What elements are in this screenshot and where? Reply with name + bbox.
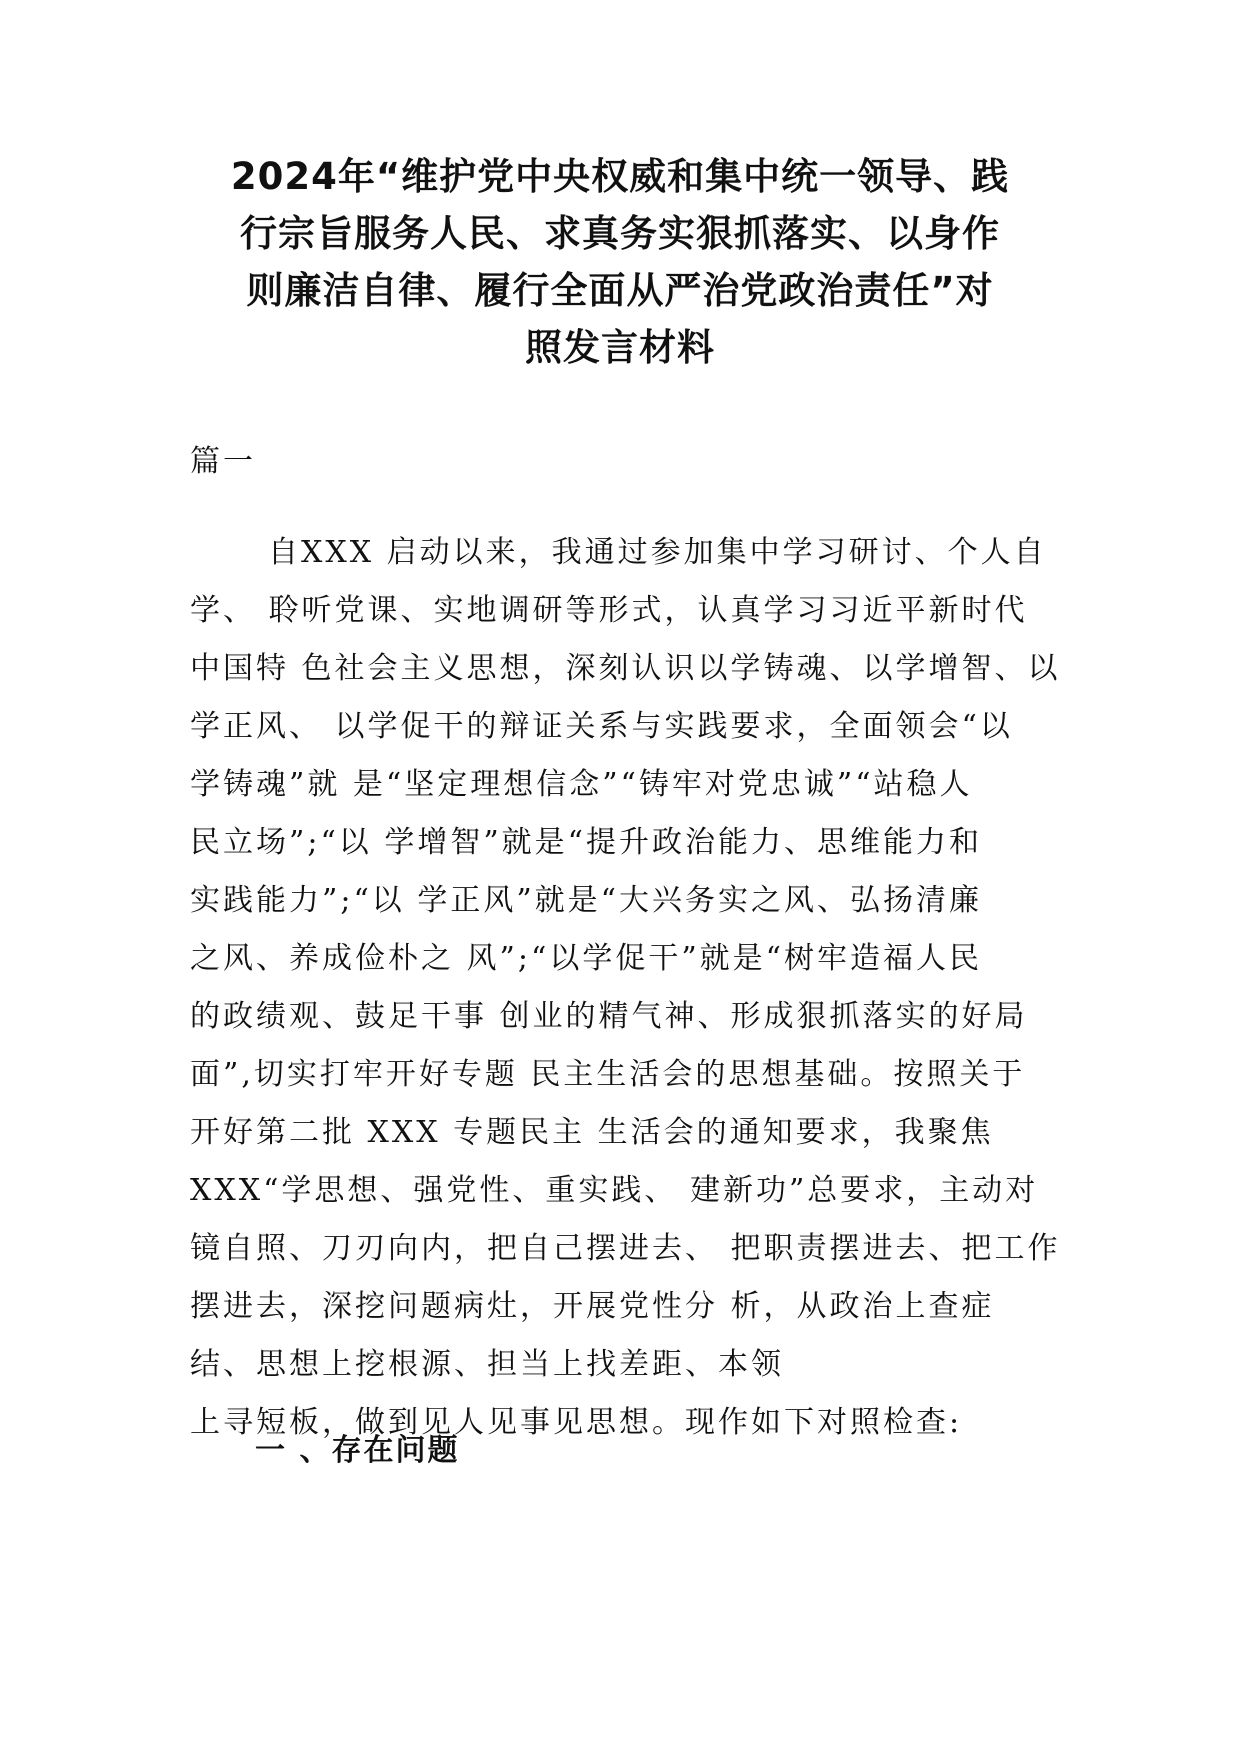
paragraph-line: 上寻短板，做到见人见事见思想。现作如下对照检查: xyxy=(190,1405,963,1440)
section-label: 篇一 xyxy=(190,444,256,479)
paragraph-line: XXX“学思想、强党性、重实践、 建新功”总要求，主动对 xyxy=(190,1173,1039,1208)
paragraph-line: 自XXX 启动以来，我通过参加集中学习研讨、个人自 xyxy=(268,535,1047,570)
paragraph-line: 之风、养成俭朴之 风”;“以学促干”就是“树牢造福人民 xyxy=(190,941,982,976)
title-line-3: 则廉洁自律、履行全面从严治党政治责任”对 xyxy=(246,269,994,312)
paragraph-line: 学、 聆听党课、实地调研等形式，认真学习习近平新时代 xyxy=(190,593,1028,628)
paragraph-line: 摆进去，深挖问题病灶，开展党性分 析，从政治上查症 xyxy=(190,1289,995,1324)
paragraph-line: 的政绩观、鼓足干事 创业的精气神、形成狠抓落实的好局 xyxy=(190,999,1028,1034)
paragraph-line: 开好第二批 XXX 专题民主 生活会的通知要求，我聚焦 xyxy=(190,1115,994,1150)
paragraph-line: 实践能力”;“以 学正风”就是“大兴务实之风、弘扬清廉 xyxy=(190,883,982,918)
paragraph-line: 学铸魂”就 是“坚定理想信念”“铸牢对党忠诚”“站稳人 xyxy=(190,767,973,802)
paragraph-line: 学正风、 以学促干的辩证关系与实践要求，全面领会“以 xyxy=(190,709,1013,744)
document-title xyxy=(180,148,1060,376)
paragraph-line: 中国特 色社会主义思想，深刻认识以学铸魂、以学增智、以 xyxy=(190,651,1061,686)
paragraph-line: 镜自照、刀刃向内，把自己摆进去、 把职责摆进去、把工作 xyxy=(190,1231,1061,1266)
paragraph-line: 结、思想上挖根源、担当上找差距、本领 xyxy=(190,1347,784,1382)
title-line-1: 2024年“维护党中央权威和集中统一领导、践 xyxy=(230,155,1010,198)
title-line-4: 照发言材料 xyxy=(525,326,715,369)
title-line-2: 行宗旨服务人民、求真务实狠抓落实、以身作 xyxy=(240,212,1000,255)
paragraph-line: 民立场”;“以 学增智”就是“提升政治能力、思维能力和 xyxy=(190,825,982,860)
section-heading: 一 、存在问题 xyxy=(255,1433,460,1468)
body-paragraph xyxy=(190,524,1070,1452)
paragraph-line: 面”,切实打牢开好专题 民主生活会的思想基础。按照关于 xyxy=(190,1057,1026,1092)
